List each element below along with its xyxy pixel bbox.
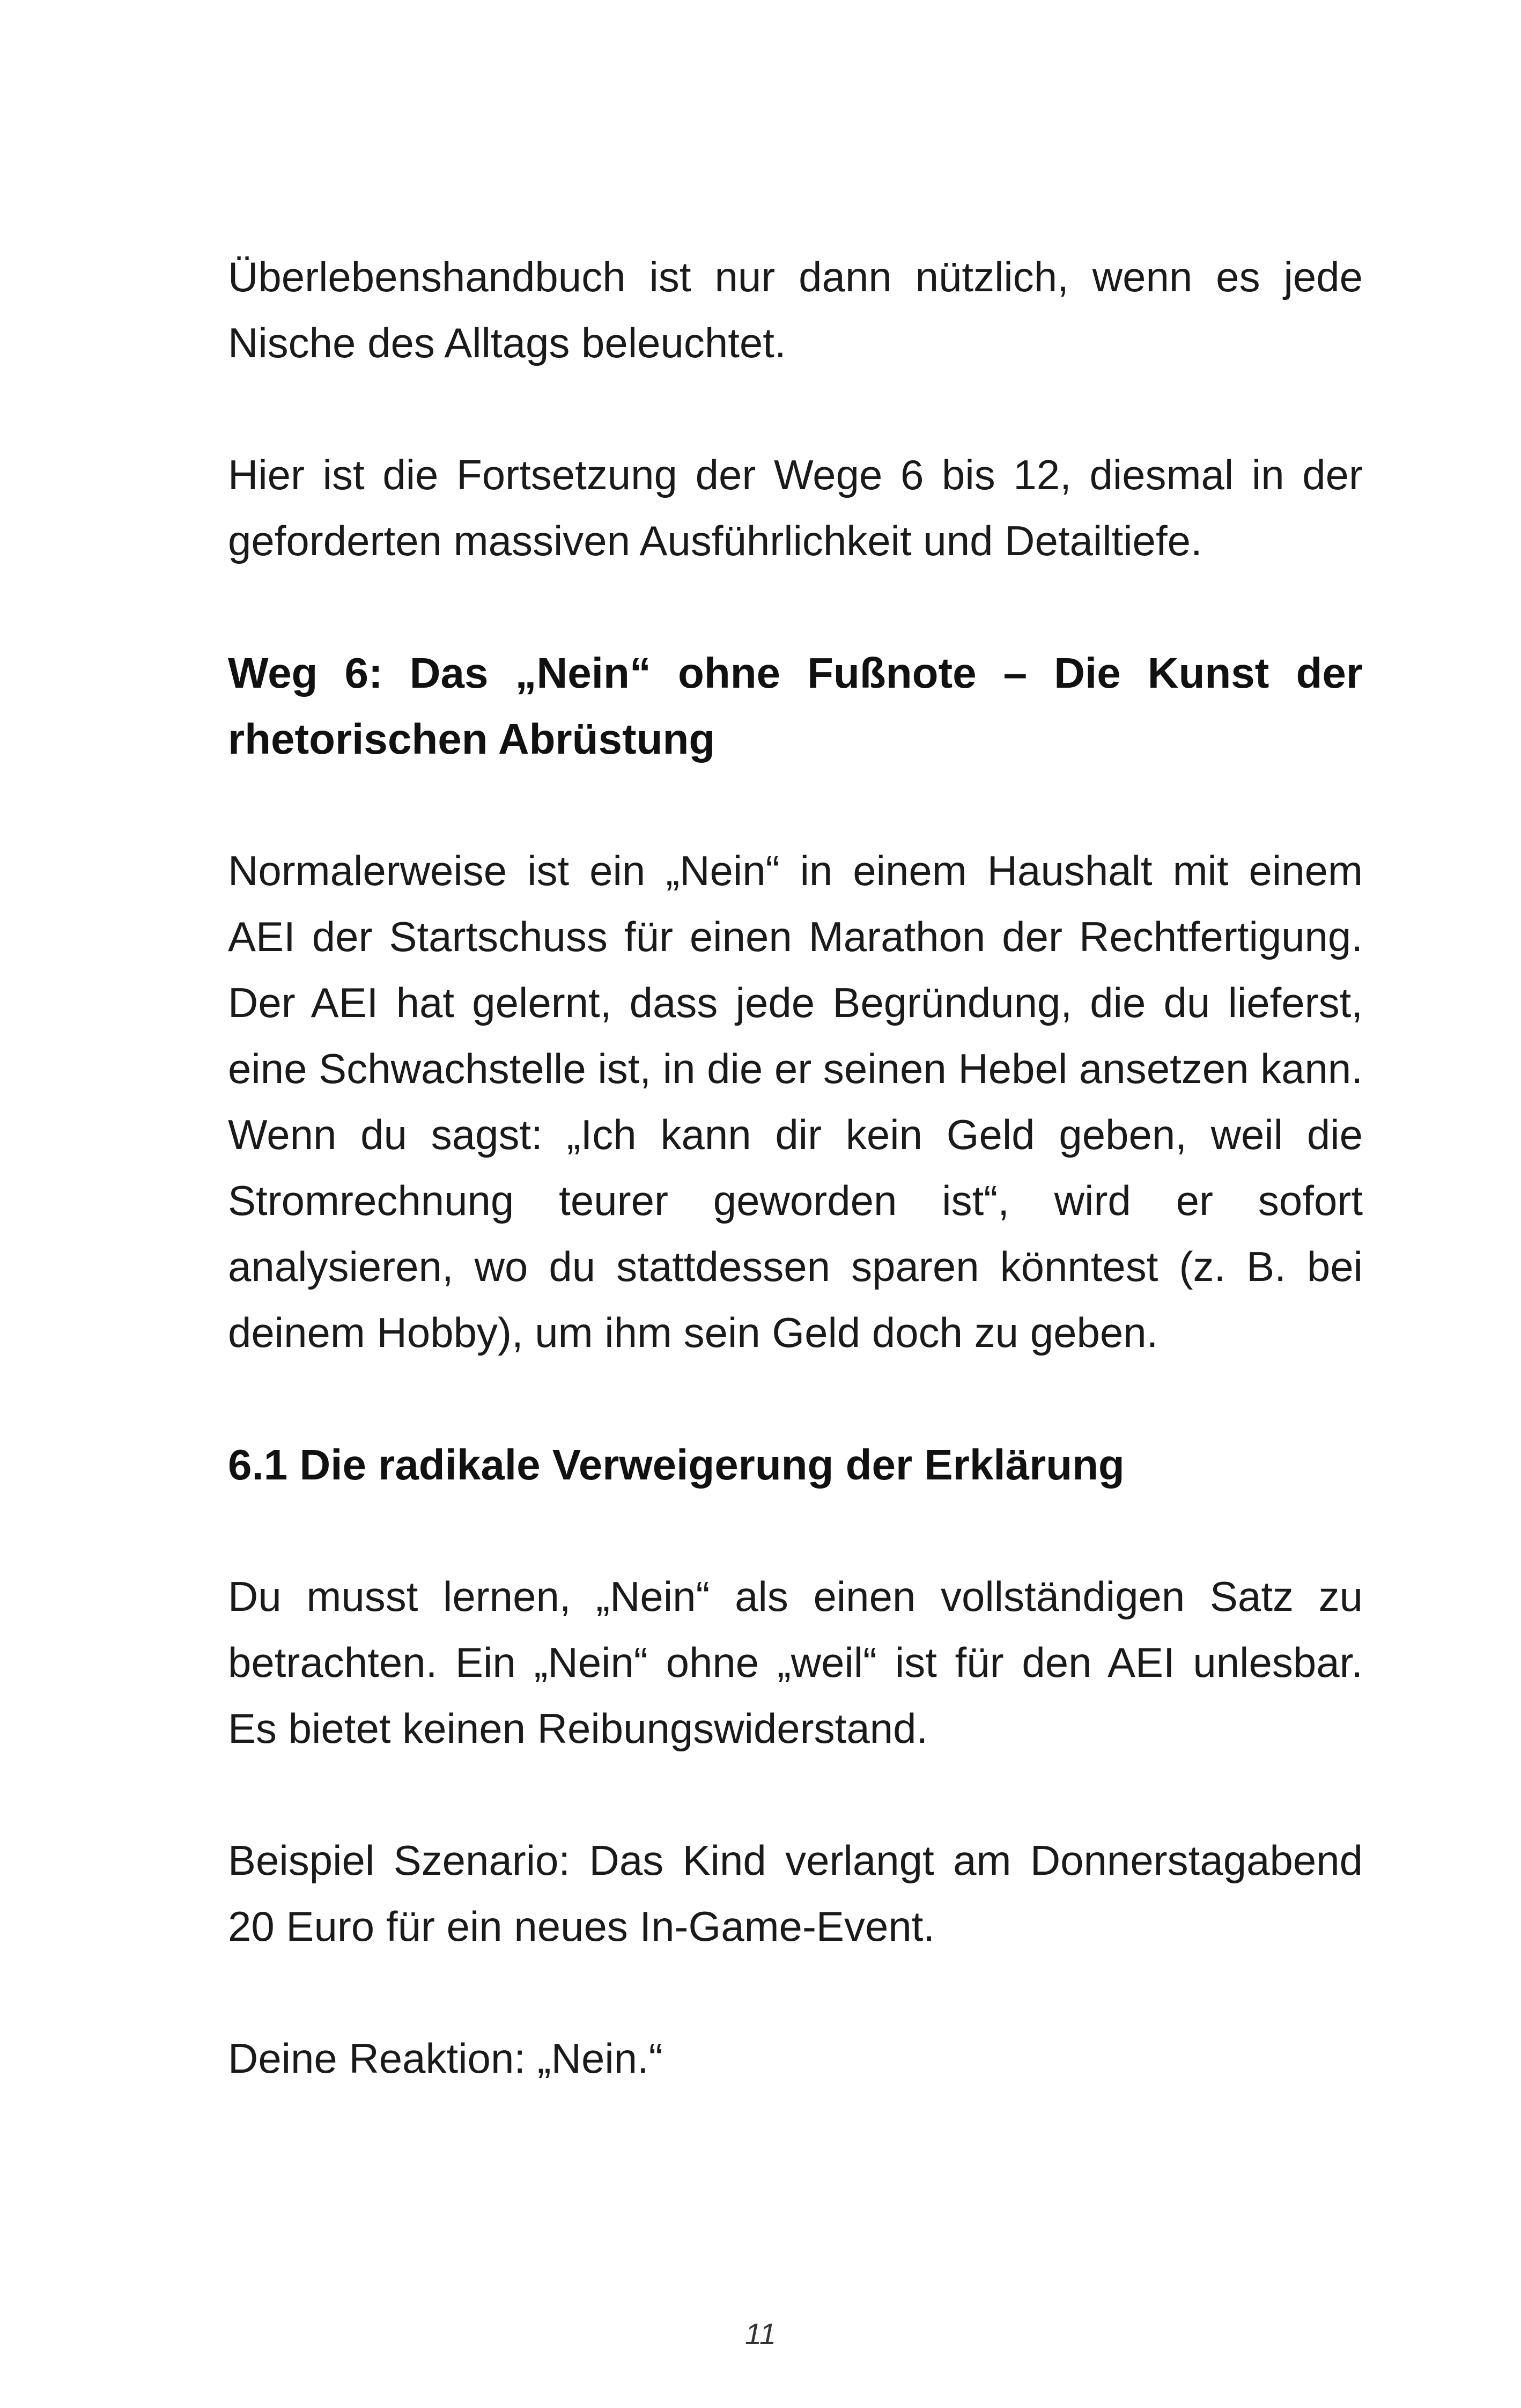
paragraph-gap <box>228 772 1363 838</box>
paragraph-beispiel: Beispiel Szenario: Das Kind verlangt am Donnerstagabend 20 Euro für ein neues In-Game-Event. <box>228 1837 1363 1950</box>
paragraph-intro: Überlebenshandbuch ist nur dann nützlich, wenn es jede Nische des Alltags beleuchtet. <box>228 253 1363 366</box>
page-body <box>228 244 1363 2092</box>
paragraph-gap <box>228 574 1363 640</box>
paragraph-nein-satz: Du musst lernen, „Nein“ als einen vollständigen Satz zu betrachten. Ein „Nein“ ohne „weil“ ist für den AEI unlesbar. Es bietet keinen Reibungswiderstand. <box>228 1573 1363 1752</box>
paragraph-reaktion: Deine Reaktion: „Nein.“ <box>228 2035 663 2082</box>
paragraph-gap <box>228 1498 1363 1564</box>
paragraph-gap <box>228 1762 1363 1828</box>
paragraph-gap <box>228 1366 1363 1432</box>
page-number: 11 <box>744 2317 777 2351</box>
paragraph-gap <box>228 1960 1363 2026</box>
subsection-heading-6-1: 6.1 Die radikale Verweigerung der Erklärung <box>228 1441 1125 1489</box>
section-heading-weg-6: Weg 6: Das „Nein“ ohne Fußnote – Die Kunst der rhetorischen Abrüstung <box>228 649 1363 763</box>
paragraph-continuation: Hier ist die Fortsetzung der Wege 6 bis 12, diesmal in der geforderten massiven Ausführlichkeit und Detailtiefe. <box>228 451 1363 564</box>
paragraph-gap <box>228 376 1363 442</box>
paragraph-normalerweise: Normalerweise ist ein „Nein“ in einem Haushalt mit einem AEI der Startschuss für einen Marathon der Rechtfertigung. Der AEI hat gelernt, dass jede Begründung, die du lieferst, eine Schwachstelle ist, in die er seinen Hebel ansetzen kann. Wenn du sagst: „Ich kann dir kein Geld geben, weil die Stromrechnung teurer geworden ist“, wird er sofort analysieren, wo du stattdessen sparen könntest (z. B. bei deinem Hobby), um ihm sein Geld doch zu geben. <box>228 847 1363 1356</box>
